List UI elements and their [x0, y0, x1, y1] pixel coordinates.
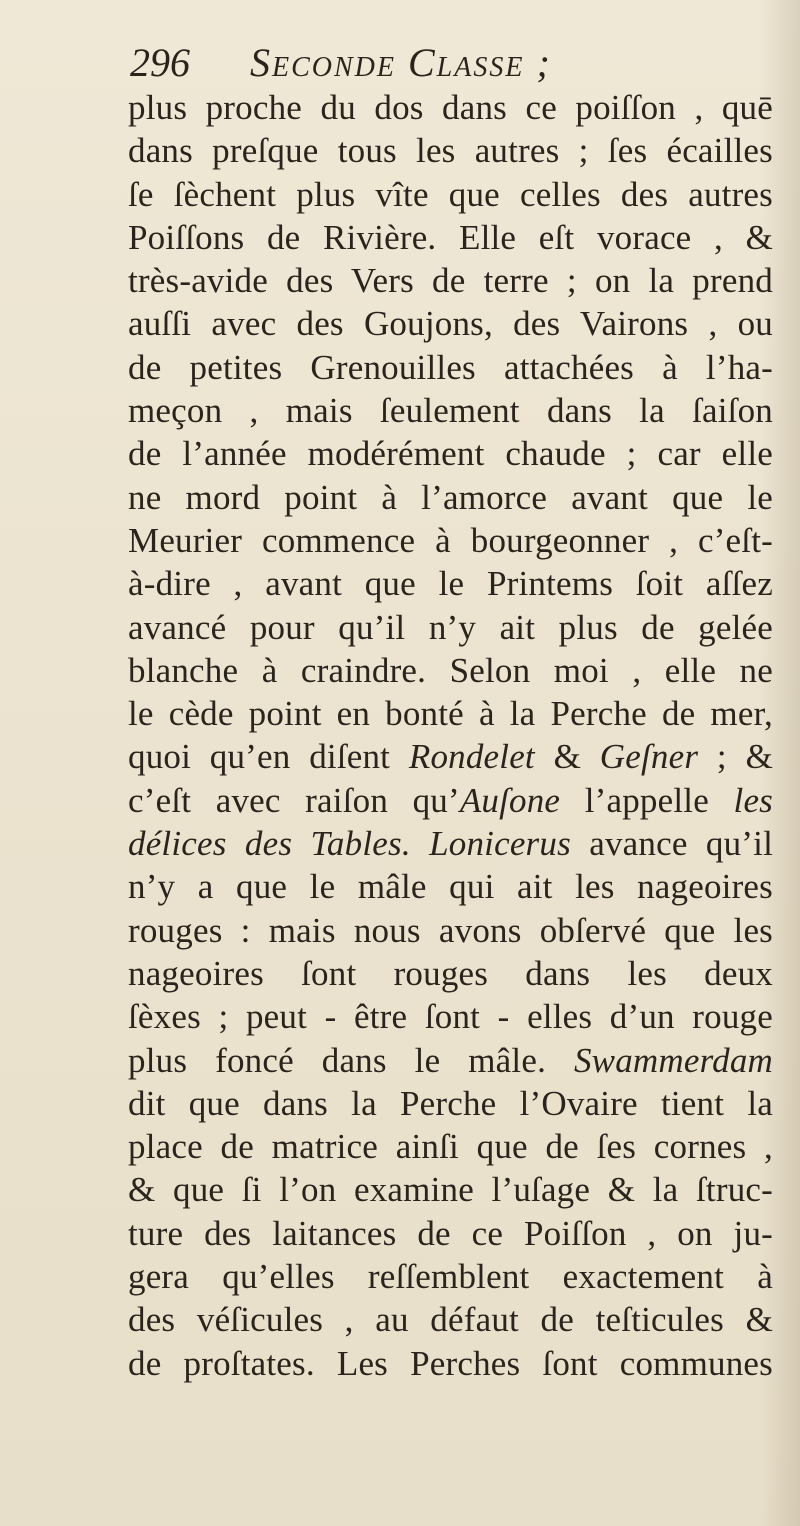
text-line: [128, 302, 773, 345]
text-run: & que ſi l’on examine l’uſage & la ſtruc-: [128, 1170, 773, 1210]
text-line: [128, 735, 773, 778]
italic-text: Auſone: [459, 780, 561, 820]
text-run: dans preſque tous les autres ; ſes écailles: [128, 131, 773, 171]
italic-text: les: [733, 780, 773, 820]
text-run: le cède point en bonté à la Perche de mer,: [128, 694, 773, 734]
text-run: de proſtates. Les Perches ſont communes: [128, 1343, 773, 1383]
text-line: [128, 865, 773, 908]
text-run: avancé pour qu’il n’y ait plus de gelée: [128, 607, 773, 647]
text-run: meçon , mais ſeulement dans la ſaiſon: [128, 391, 773, 431]
text-run: avance qu’il: [570, 824, 774, 864]
body-text: [128, 86, 773, 1385]
text-run: ſe ſèchent plus vîte que celles des autres: [128, 174, 773, 214]
italic-text: délices des Tables. Lonicerus: [128, 824, 571, 864]
text-line: [128, 1212, 773, 1255]
text-run: Meurier commence à bourgeonner , c’eſt-: [128, 520, 773, 560]
text-run: plus proche du dos dans ce poiſſon , quē: [128, 88, 773, 127]
text-line: [128, 1342, 773, 1385]
text-line: [128, 995, 773, 1038]
text-run: &: [534, 737, 600, 777]
text-line: [128, 1125, 773, 1168]
text-run: ſèxes ; peut - être ſont - elles d’un rouge: [128, 997, 773, 1037]
text-run: rouges : mais nous avons obſervé que les: [128, 910, 773, 950]
text-line: [128, 692, 773, 735]
text-line: [128, 432, 773, 475]
italic-text: Rondelet: [408, 737, 535, 777]
text-line: [128, 649, 773, 692]
running-head: [130, 38, 770, 88]
text-line: [128, 1168, 773, 1211]
text-run: auſſi avec des Goujons, des Vairons , ou: [128, 304, 773, 344]
text-line: [128, 909, 773, 952]
text-run: n’y a que le mâle qui ait les nageoires: [128, 867, 773, 907]
text-run: des véſicules , au défaut de teſticules &: [128, 1300, 773, 1340]
text-run: ne mord point à l’amorce avant que le: [128, 477, 773, 517]
text-run: de petites Grenouilles attachées à l’ha-: [128, 347, 773, 387]
text-line: [128, 1039, 773, 1082]
text-run: ture des laitances de ce Poiſſon , on ju-: [128, 1213, 773, 1253]
text-line: [128, 519, 773, 562]
text-line: [128, 346, 773, 389]
text-run: très-avide des Vers de terre ; on la prend: [128, 261, 773, 301]
italic-text: Geſner: [599, 737, 699, 777]
text-run: c’eſt avec raiſon qu’: [128, 780, 460, 820]
text-run: dit que dans la Perche l’Ovaire tient la: [128, 1083, 773, 1123]
text-line: [128, 1298, 773, 1341]
running-title: Seconde Classe ;: [250, 40, 552, 85]
text-line: [128, 389, 773, 432]
text-line: [128, 476, 773, 519]
text-run: place de matrice ainſi que de ſes cornes ,: [128, 1127, 773, 1167]
text-run: de l’année modérément chaude ; car elle: [128, 434, 773, 474]
text-run: blanche à craindre. Selon moi , elle ne: [128, 650, 773, 690]
text-line: [128, 173, 773, 216]
text-run: ; &: [698, 737, 774, 777]
text-run: gera qu’elles reſſemblent exactement à: [128, 1257, 773, 1297]
text-line: [128, 822, 773, 865]
text-line: [128, 562, 773, 605]
text-run: Poiſſons de Rivière. Elle eſt vorace , &: [128, 217, 773, 257]
page-number: 296: [130, 40, 190, 85]
text-line: [128, 1255, 773, 1298]
text-line: [128, 779, 773, 822]
text-line: [128, 86, 773, 129]
italic-text: Swammerdam: [573, 1040, 773, 1080]
text-run: à-dire , avant que le Printems ſoit aſſez: [128, 564, 773, 604]
text-run: nageoires ſont rouges dans les deux: [128, 953, 773, 993]
text-run: plus foncé dans le mâle.: [128, 1040, 574, 1080]
text-run: quoi qu’en diſent: [128, 737, 409, 777]
text-line: [128, 952, 773, 995]
text-run: l’appelle: [560, 780, 734, 820]
text-line: [128, 129, 773, 172]
text-line: [128, 259, 773, 302]
text-line: [128, 216, 773, 259]
text-line: [128, 1082, 773, 1125]
text-line: [128, 606, 773, 649]
